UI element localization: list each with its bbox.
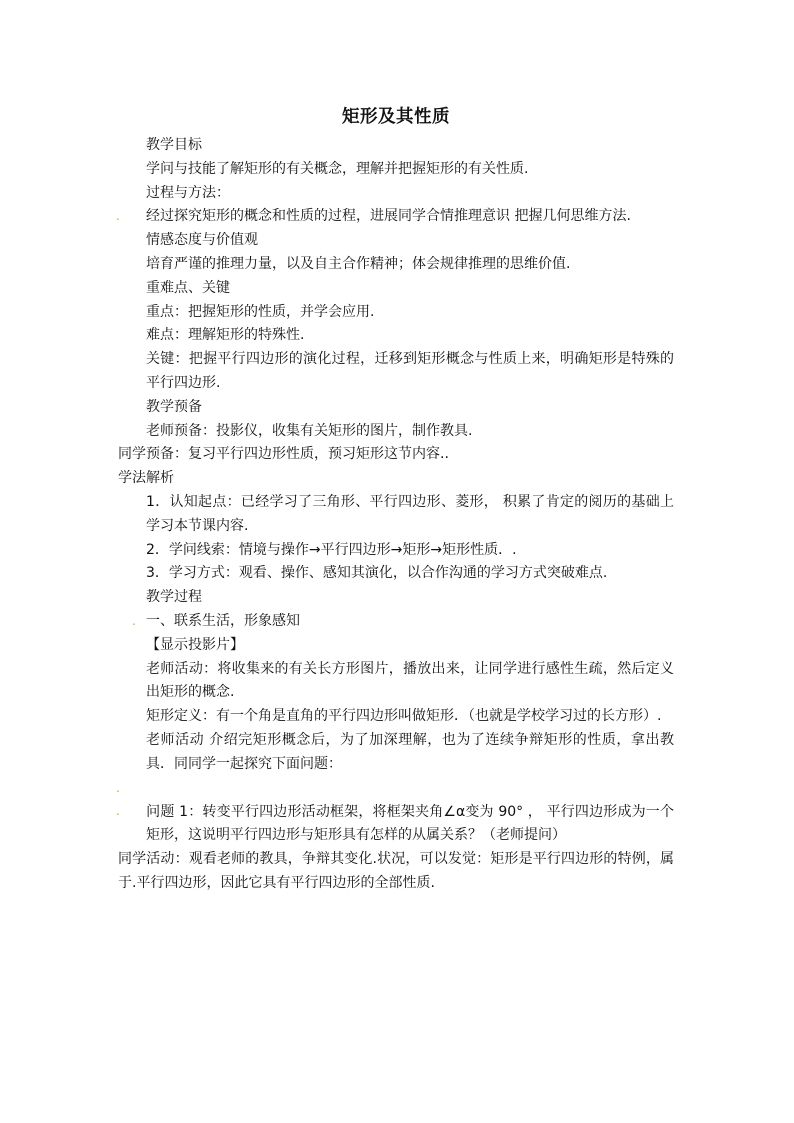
paragraph-teacher-activity-2: 老师活动 介绍完矩形概念后，为了加深理解，也为了连续争辩矩形的性质，拿出教具．同同学一起探究下面问题： (146, 731, 674, 772)
heading-key-points: 重难点、关键 (146, 279, 230, 296)
paragraph-knowledge-skills: 学问与技能了解矩形的有关概念，理解并把握矩形的有关性质. (146, 160, 529, 177)
document-page (118, 100, 674, 896)
heading-learning-analysis: 学法解析 (118, 470, 174, 487)
paragraph-student-prep: 同学预备：复习平行四边形性质，预习矩形这节内容.. (118, 446, 449, 463)
paragraph-rectangle-definition: 矩形定义：有一个角是直角的平行四边形叫做矩形．（也就是学校学习过的长方形）. (146, 708, 662, 725)
page-title: 矩形及其性质 (342, 107, 450, 127)
paragraph-question-1: . . 问题 1：转变平行四边形活动框架，将框架夹角∠α变为 90° ， 平行四边形成为一个矩形，这说明平行四边形与矩形具有怎样的从属关系？（老师提问） (116, 780, 674, 844)
paragraph-difficulty: 难点：理解矩形的特殊性. (146, 327, 305, 344)
paragraph-teacher-prep: 老师预备：投影仪，收集有关矩形的图片，制作教具. (146, 422, 473, 439)
heading-teaching-prep: 教学预备 (146, 398, 202, 415)
heading-text: 一、联系生活，形象感知 (146, 612, 300, 629)
paragraph-cognitive-start: 1．认知起点：已经学习了三角形、平行四边形、菱形， 积累了肯定的阅历的基础上学习本节课内容. (146, 493, 674, 534)
paragraph-text: 问题 1：转变平行四边形活动框架，将框架夹角∠α变为 90° ， 平行四边形成为一个矩形，这说明平行四边形与矩形具有怎样的从属关系？（老师提问） (146, 803, 674, 844)
paragraph-knowledge-clue: 2．学问线索：情境与操作→平行四边形→矩形→矩形性质．. (146, 541, 517, 558)
heading-section-one: . 一、联系生活，形象感知 (132, 612, 300, 629)
heading-teaching-process: 教学过程 (146, 589, 202, 606)
heading-teaching-goals: 教学目标 (146, 137, 202, 153)
heading-attitude-values: 情感态度与价值观 (146, 232, 258, 249)
paragraph-key-point: 重点：把握矩形的性质，并学会应用. (146, 303, 375, 320)
heading-show-slide: 【显示投影片】 (146, 636, 244, 653)
heading-process-method: 过程与方法： (146, 184, 230, 201)
paragraph-key: 关键：把握平行四边形的演化过程，迁移到矩形概念与性质上来，明确矩形是特殊的平行四边形. (146, 351, 674, 391)
paragraph-process-method: . 经过探究矩形的概念和性质的过程，进展同学合情推理意识 把握几何思维方法. (116, 208, 631, 225)
paragraph-text: 经过探究矩形的概念和性质的过程，进展同学合情推理意识 把握几何思维方法. (146, 208, 631, 225)
paragraph-student-activity: 同学活动：观看老师的教具，争辩其变化.状况，可以发觉：矩形是平行四边形的特例，属于.平行四边形，因此它具有平行四边形的全部性质. (118, 850, 674, 891)
paragraph-attitude-values: 培育严谨的推理力量，以及自主合作精神；体会规律推理的思维价值. (146, 255, 571, 272)
paragraph-teacher-activity-1: 老师活动：将收集来的有关长方形图片，播放出来，让同学进行感性生疏，然后定义出矩形的概念. (146, 660, 674, 701)
paragraph-learning-style: 3．学习方式：观看、操作、感知其演化，以合作沟通的学习方式突破难点. (146, 565, 608, 582)
